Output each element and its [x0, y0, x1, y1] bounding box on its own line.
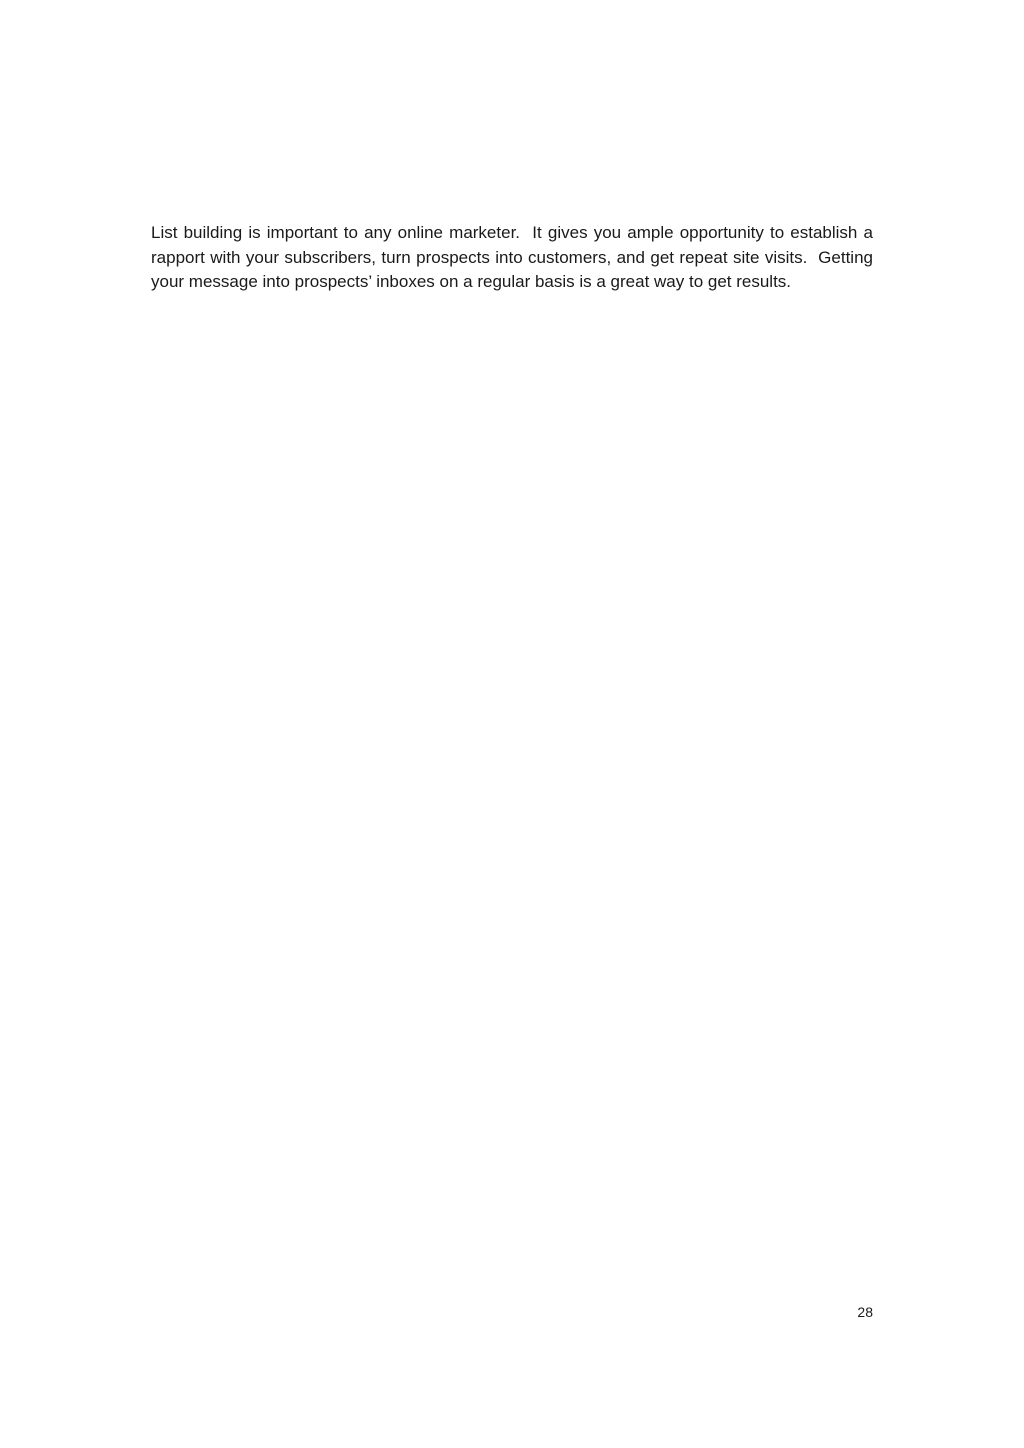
- page-number: 28: [857, 1304, 873, 1320]
- body-paragraph: List building is important to any online marketer. It gives you ample opportunity to establish a rapport with your subscribers, turn prospects into customers, and get repeat site visits. Getting your message into prospects’ inboxes on a regular basis is a great way to get results.: [151, 223, 878, 291]
